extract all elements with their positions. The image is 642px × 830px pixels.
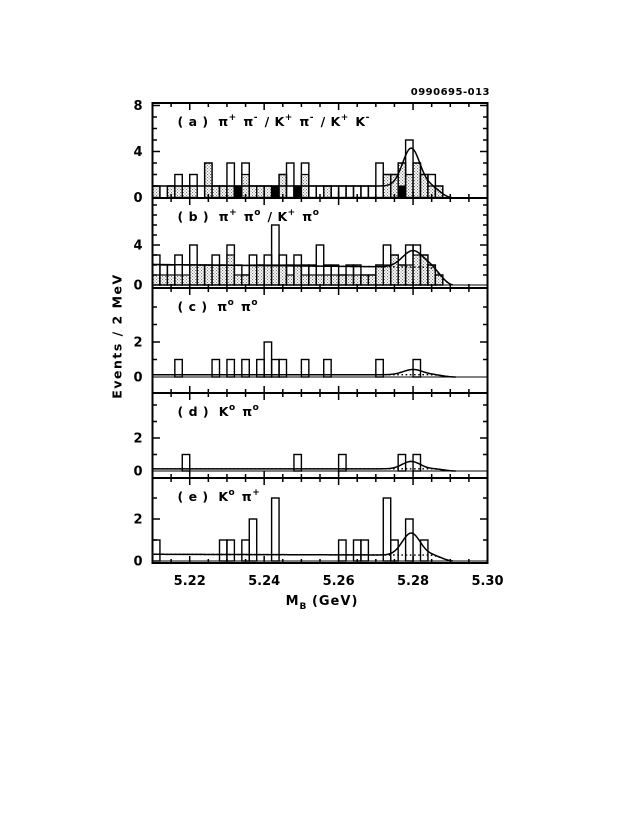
fit-curve <box>154 461 456 471</box>
histogram-bar-shaded <box>212 186 219 198</box>
x-tick-label: 5.22 <box>173 574 206 589</box>
x-tick-label: 5.24 <box>248 574 281 589</box>
histogram-bar-shaded <box>153 186 160 198</box>
panel-tag: ( b ) <box>177 209 219 224</box>
histogram-bar-shaded <box>264 186 271 198</box>
histogram-bar-shaded <box>383 265 390 285</box>
histogram-bar-shaded <box>160 275 167 285</box>
label-superscript: + <box>287 208 296 218</box>
histogram-bar-shaded <box>324 186 331 198</box>
panel-plot-area <box>153 455 488 472</box>
label-baseline-reset <box>260 489 262 504</box>
histogram-bar-shaded <box>376 265 383 285</box>
histogram-bar-shaded <box>354 275 361 285</box>
label-base: π <box>218 114 229 129</box>
y-tick-label: 2 <box>133 335 143 351</box>
label-base: π <box>217 299 228 314</box>
histogram-bar-black <box>398 186 405 198</box>
panel-e <box>133 478 487 570</box>
label-baseline-reset <box>319 209 321 224</box>
histogram-bar <box>361 540 368 561</box>
histogram-bar-shaded <box>413 163 420 198</box>
histogram-bar-shaded <box>339 275 346 285</box>
histogram-bar <box>383 498 390 561</box>
y-axis-ticks <box>153 307 488 360</box>
panel-plot-area <box>153 225 488 285</box>
histogram-bar-shaded <box>257 265 264 285</box>
histogram-bar <box>227 540 234 561</box>
figure-id-label: 0990695-013 <box>410 87 490 98</box>
label-base: K <box>355 114 366 129</box>
label-superscript: - <box>309 113 314 123</box>
histogram-bar-black <box>294 186 301 198</box>
histogram-bar-shaded <box>234 275 241 285</box>
x-axis-label <box>286 594 359 612</box>
histogram-bar-shaded <box>309 275 316 285</box>
histogram-bar <box>361 186 368 198</box>
label-base: / <box>320 114 326 129</box>
histogram-bar <box>264 342 271 377</box>
panel-tag: ( e ) <box>177 489 219 504</box>
histogram-bar-shaded <box>249 265 256 285</box>
y-tick-label: 2 <box>133 512 143 528</box>
label-base: K <box>330 114 341 129</box>
histogram-bar <box>220 540 227 561</box>
histogram-bar <box>242 540 249 561</box>
histogram-bar-black <box>234 186 241 198</box>
panel-plot-area <box>153 342 488 377</box>
histogram-bar <box>272 498 279 561</box>
panel-c <box>133 288 487 393</box>
x-tick-label: 5.30 <box>471 574 504 589</box>
x-tick-labels <box>174 574 504 589</box>
label-base: π <box>240 299 252 314</box>
label-base: K <box>274 114 285 129</box>
histogram-bar-shaded <box>205 163 212 198</box>
label-superscript: o <box>312 208 320 218</box>
histogram-bar-shaded <box>190 265 197 285</box>
label-base: π <box>243 209 255 224</box>
panel-tag: ( d ) <box>177 404 219 419</box>
panel-plot-area <box>153 498 488 561</box>
histogram-bar <box>339 186 346 198</box>
histogram-bar-shaded <box>294 265 301 285</box>
x-axis-label-base: M <box>285 594 300 609</box>
histogram-bar-shaded <box>264 265 271 285</box>
histogram-bars <box>153 498 428 561</box>
fit-curve <box>154 533 453 561</box>
histogram-bar <box>287 163 294 198</box>
histogram-bar-shaded <box>167 275 174 285</box>
histogram-bar-shaded <box>368 275 375 285</box>
panel-channel-label <box>178 403 262 419</box>
panel-plot-area <box>153 140 488 198</box>
panel-d <box>133 393 487 480</box>
label-base: π <box>242 404 253 419</box>
histogram-bar-shaded <box>242 275 249 285</box>
x-axis-label-subscript: B <box>299 602 307 612</box>
histogram-bar <box>153 540 160 561</box>
label-superscript: + <box>228 113 237 123</box>
panel-channel-label <box>178 298 260 314</box>
label-base: π <box>243 114 254 129</box>
panel-channel-label <box>178 113 372 129</box>
label-superscript: o <box>252 403 260 413</box>
panel-channel-label <box>178 488 262 504</box>
histogram-bar-shaded <box>227 186 234 198</box>
label-base: π <box>299 114 310 129</box>
histogram-bar-shaded <box>220 186 227 198</box>
label-base: K <box>218 489 229 504</box>
histogram-bar-shaded <box>182 275 189 285</box>
histogram-bar-shaded <box>361 275 368 285</box>
y-tick-label: 4 <box>133 145 143 160</box>
y-tick-label: 0 <box>133 370 143 386</box>
x-tick-label: 5.28 <box>397 574 430 589</box>
label-base: K <box>277 209 288 224</box>
histogram-bar-shaded <box>257 186 264 198</box>
label-base: / <box>264 114 270 129</box>
histogram-bar-shaded <box>287 275 294 285</box>
label-superscript: + <box>284 113 293 123</box>
panel-tag: ( a ) <box>177 114 219 129</box>
histogram-bar <box>339 540 346 561</box>
histogram-bar-shaded <box>346 275 353 285</box>
y-tick-label: 0 <box>133 278 143 294</box>
label-base: K <box>218 404 229 419</box>
y-tick-label: 0 <box>133 191 143 206</box>
label-superscript: o <box>228 488 236 498</box>
histogram-bar-shaded <box>190 186 197 198</box>
histogram-bar <box>376 163 383 198</box>
label-superscript: + <box>252 488 261 498</box>
y-axis-ticks <box>153 498 488 540</box>
histogram-bar-shaded <box>272 265 279 285</box>
label-superscript: + <box>340 113 349 123</box>
panel-a <box>133 99 487 206</box>
histogram-bar-shaded <box>398 265 405 285</box>
histogram-bar-shaded <box>205 265 212 285</box>
y-tick-label: 8 <box>133 99 143 114</box>
label-baseline-reset <box>259 404 261 419</box>
histogram-bar-shaded <box>406 175 413 198</box>
histogram-bar <box>309 186 316 198</box>
label-base: π <box>241 489 253 504</box>
y-tick-label: 2 <box>133 431 143 447</box>
histogram-bar-shaded <box>279 265 286 285</box>
label-superscript: o <box>254 208 261 218</box>
panel-b <box>133 198 487 294</box>
panel-channel-label <box>178 208 322 224</box>
histogram-bar-shaded <box>249 186 256 198</box>
x-tick-label: 5.26 <box>322 574 355 589</box>
label-baseline-reset <box>370 114 372 129</box>
y-tick-label: 0 <box>133 464 143 480</box>
histogram-bar-shaded <box>182 186 189 198</box>
histogram-bar <box>354 540 361 561</box>
label-superscript: o <box>228 403 236 413</box>
fit-curve <box>154 369 456 377</box>
histogram-bar-shaded <box>301 275 308 285</box>
label-superscript: - <box>253 113 258 123</box>
histogram-bar-shaded <box>406 265 413 285</box>
label-baseline-reset <box>258 299 260 314</box>
y-axis-label: Events / 2 MeV <box>109 273 125 399</box>
label-superscript: - <box>365 113 370 123</box>
label-superscript: o <box>227 298 235 308</box>
histogram-bar-shaded <box>175 275 182 285</box>
label-base: π <box>218 209 230 224</box>
histogram-bar-shaded <box>212 265 219 285</box>
histogram-bar-black <box>272 186 279 198</box>
label-base: / <box>267 209 273 224</box>
histogram-bar <box>346 186 353 198</box>
histogram-bar-shaded <box>197 265 204 285</box>
histogram-bar-shaded <box>153 275 160 285</box>
histogram-bar <box>331 186 338 198</box>
histogram-bar-shaded <box>316 275 323 285</box>
histogram-bar-shaded <box>413 255 420 285</box>
histogram-bar-shaded <box>175 186 182 198</box>
y-tick-label: 0 <box>133 554 143 570</box>
histogram-bar-shaded <box>331 275 338 285</box>
histogram-bar-shaded <box>324 275 331 285</box>
histogram-bar <box>368 186 375 198</box>
y-tick-label: 4 <box>133 238 143 254</box>
histogram-bars <box>153 225 443 285</box>
label-base: π <box>302 209 313 224</box>
label-superscript: o <box>251 298 259 308</box>
histogram-bars <box>153 140 443 198</box>
panel-tag: ( c ) <box>177 299 218 314</box>
histogram-bar-shaded <box>391 255 398 285</box>
histogram-bars <box>175 342 421 377</box>
histogram-bar-shaded <box>227 255 234 285</box>
x-axis-label-unit: (GeV) <box>306 594 359 609</box>
histogram-bar-shaded <box>220 265 227 285</box>
label-superscript: + <box>229 208 238 218</box>
